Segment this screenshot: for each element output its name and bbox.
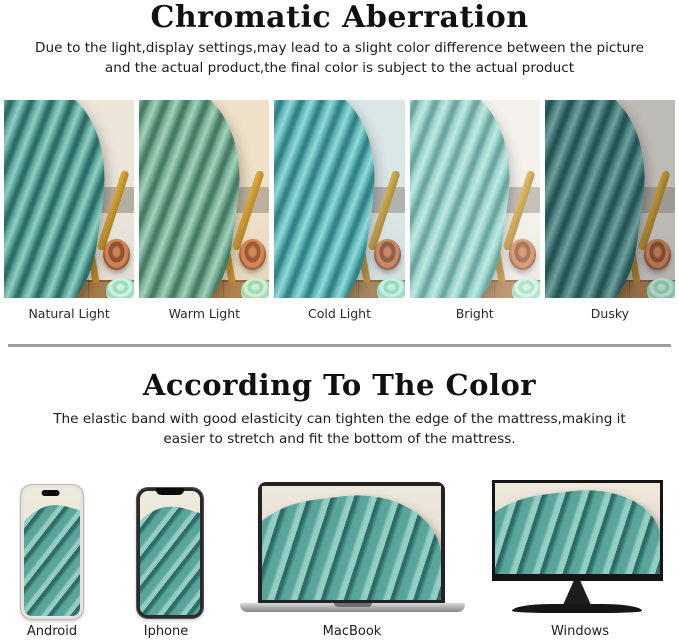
- rust-rolled-blanket: [374, 239, 401, 270]
- lighting-panel-cold-light: [274, 100, 404, 298]
- device-label-iphone: Iphone: [143, 624, 189, 639]
- device-label-windows: Windows: [550, 624, 610, 639]
- lighting-panel-bright: [410, 100, 540, 298]
- caption-dusky: Dusky: [590, 306, 630, 321]
- monitor-display-photo: [495, 483, 660, 574]
- rust-rolled-blanket: [239, 239, 266, 270]
- lighting-caption-row: [4, 306, 675, 321]
- device-preview-row: [0, 478, 679, 644]
- blanket-closeup-photo: [140, 496, 200, 615]
- lighting-comparison-row: [4, 100, 675, 298]
- device-label-android: Android: [26, 624, 78, 639]
- rust-rolled-blanket: [509, 239, 536, 270]
- lighting-panel-dusky: [545, 100, 675, 298]
- macbook-screen-mockup: [258, 482, 445, 603]
- caption-bright: Bright: [455, 306, 494, 321]
- mint-rolled-blanket: [241, 278, 269, 298]
- section-divider: [8, 344, 671, 347]
- mint-rolled-blanket: [106, 278, 134, 298]
- caption-warm-light: Warm Light: [168, 306, 241, 321]
- lighting-panel-warm-light: [139, 100, 269, 298]
- device-label-macbook: MacBook: [322, 624, 382, 639]
- android-screen: [24, 488, 80, 616]
- iphone-screen: [140, 491, 200, 615]
- caption-natural-light: Natural Light: [28, 306, 110, 321]
- windows-monitor-mockup: [492, 480, 663, 581]
- android-phone-mockup: [21, 485, 83, 619]
- macbook-base: [240, 603, 465, 612]
- mint-rolled-blanket: [377, 278, 405, 298]
- macbook-display-photo: [262, 486, 441, 600]
- caption-cold-light: Cold Light: [308, 306, 371, 321]
- chromatic-aberration-title: Chromatic Aberration: [150, 0, 529, 35]
- monitor-stand-base: [512, 604, 642, 613]
- according-to-color-title: According To The Color: [142, 368, 537, 402]
- blanket-photo: [495, 483, 660, 574]
- mint-rolled-blanket: [647, 278, 675, 298]
- camera-pill-cutout: [42, 490, 60, 496]
- according-to-color-description: The elastic band with good elasticity can tighten the edge of the mattress,making it easier to stretch and fit the bottom of the mattress.: [53, 411, 626, 448]
- iphone-notch: [156, 488, 184, 495]
- blanket-closeup-photo: [24, 495, 80, 616]
- mint-rolled-blanket: [512, 278, 540, 298]
- blanket-photo: [262, 486, 441, 600]
- iphone-mockup: [137, 488, 203, 618]
- chromatic-aberration-description: Due to the light,display settings,may lead to a slight color difference between the picture and the actual product,the final color is subject to the actual product: [34, 40, 644, 77]
- monitor-stand-neck: [563, 581, 591, 605]
- lighting-panel-natural-light: [4, 100, 134, 298]
